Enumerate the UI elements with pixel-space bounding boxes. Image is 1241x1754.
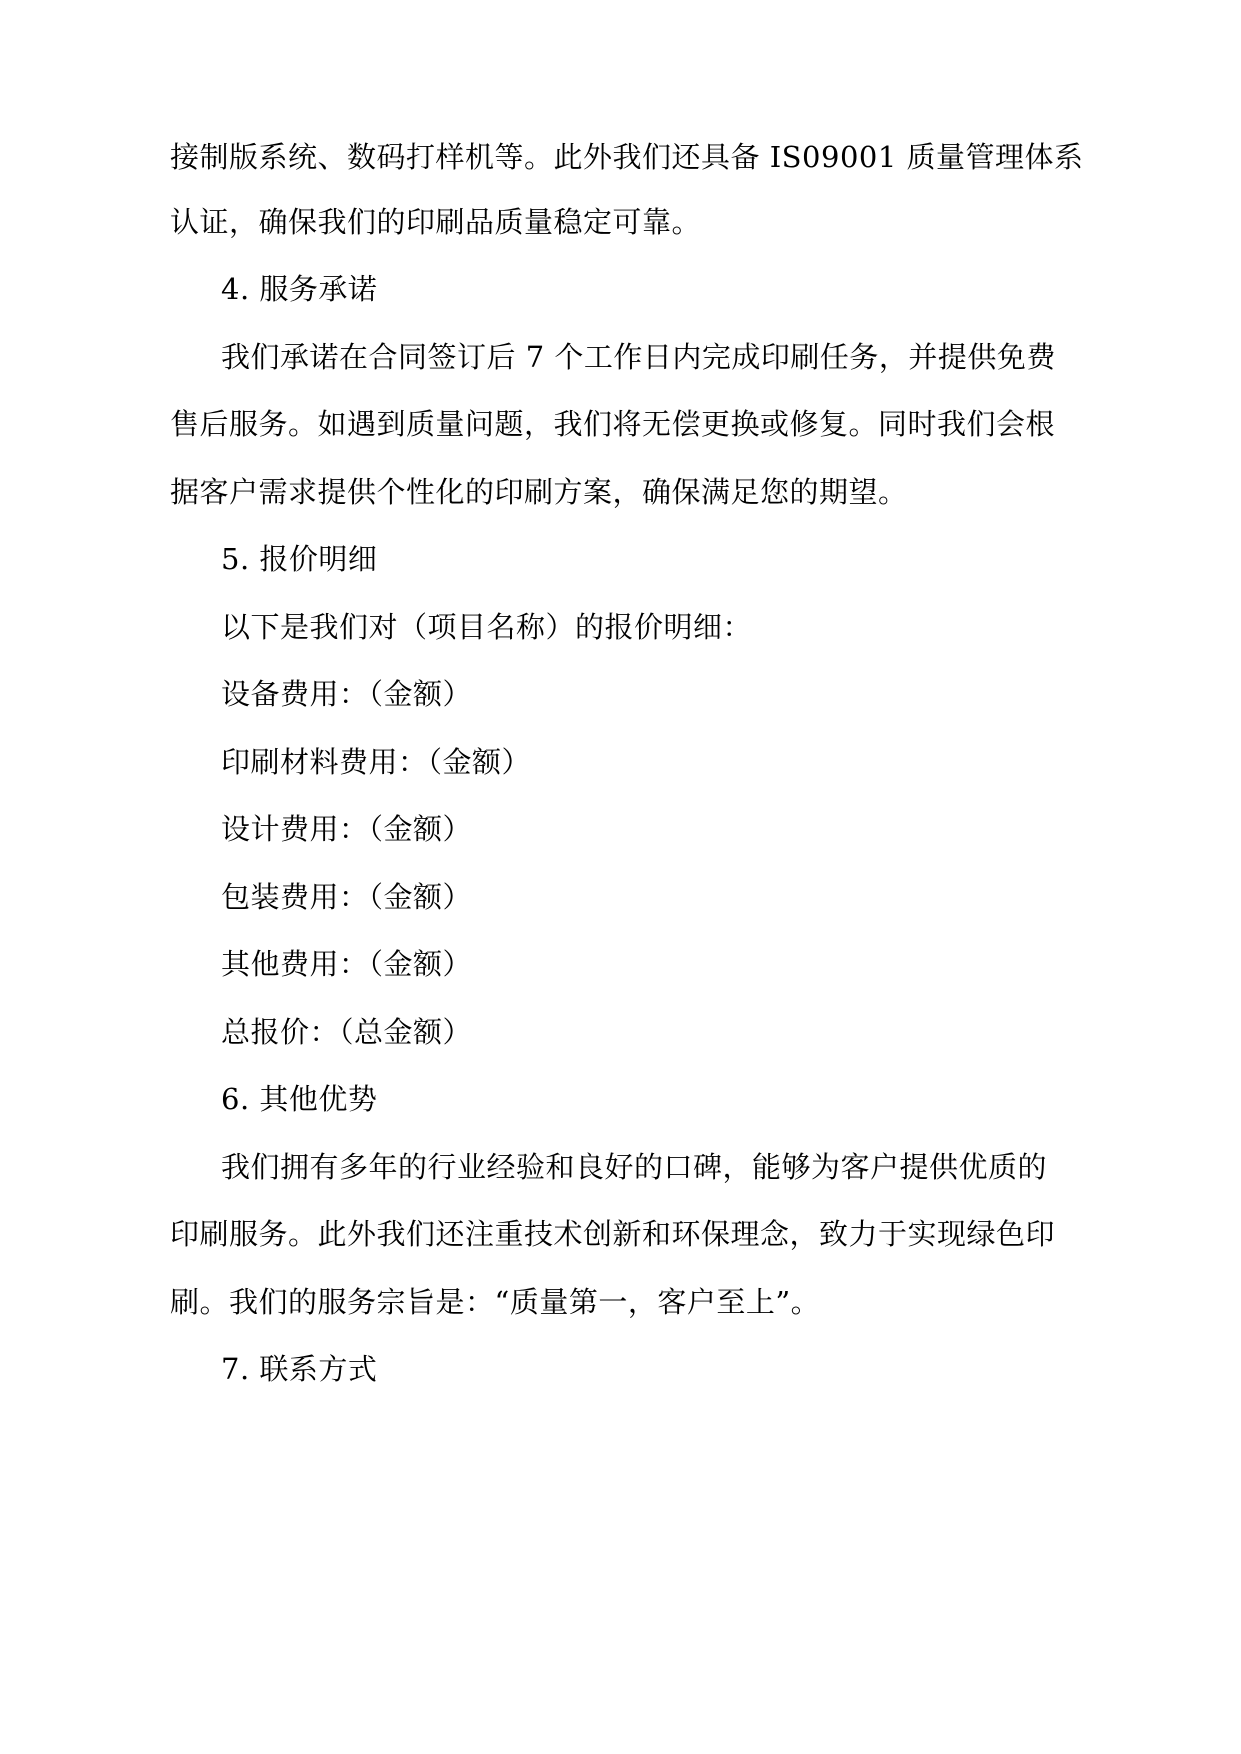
quote-item-total: 总报价：（总金额）: [221, 1015, 473, 1049]
section-heading-contact: 7. 联系方式: [221, 1352, 378, 1386]
body-text-line: 接制版系统、数码打样机等。此外我们还具备 IS09001 质量管理体系: [170, 140, 1084, 174]
quote-item-materials: 印刷材料费用：（金额）: [221, 745, 532, 779]
section-heading-other-advantages: 6. 其他优势: [221, 1082, 378, 1116]
body-text-line: 售后服务。如遇到质量问题，我们将无偿更换或修复。同时我们会根: [170, 407, 1056, 441]
body-text-line: 刷。我们的服务宗旨是：“质量第一，客户至上”。: [170, 1285, 821, 1319]
section-heading-service-commitment: 4. 服务承诺: [221, 272, 378, 306]
body-text-line: 印刷服务。此外我们还注重技术创新和环保理念，致力于实现绿色印: [170, 1217, 1056, 1251]
quote-item-other: 其他费用：（金额）: [221, 947, 473, 981]
body-text-line: 我们承诺在合同签订后 7 个工作日内完成印刷任务，并提供免费: [221, 340, 1056, 374]
section-heading-quote-details: 5. 报价明细: [221, 542, 378, 576]
quote-item-design: 设计费用：（金额）: [221, 812, 473, 846]
body-text-line: 据客户需求提供个性化的印刷方案，确保满足您的期望。: [170, 475, 908, 509]
body-text-line: 我们拥有多年的行业经验和良好的口碑，能够为客户提供优质的: [221, 1150, 1048, 1184]
body-text-line: 认证，确保我们的印刷品质量稳定可靠。: [170, 205, 702, 239]
quote-item-packaging: 包装费用：（金额）: [221, 880, 473, 914]
quote-item-equipment: 设备费用：（金额）: [221, 677, 473, 711]
quote-intro: 以下是我们对（项目名称）的报价明细：: [221, 610, 753, 644]
